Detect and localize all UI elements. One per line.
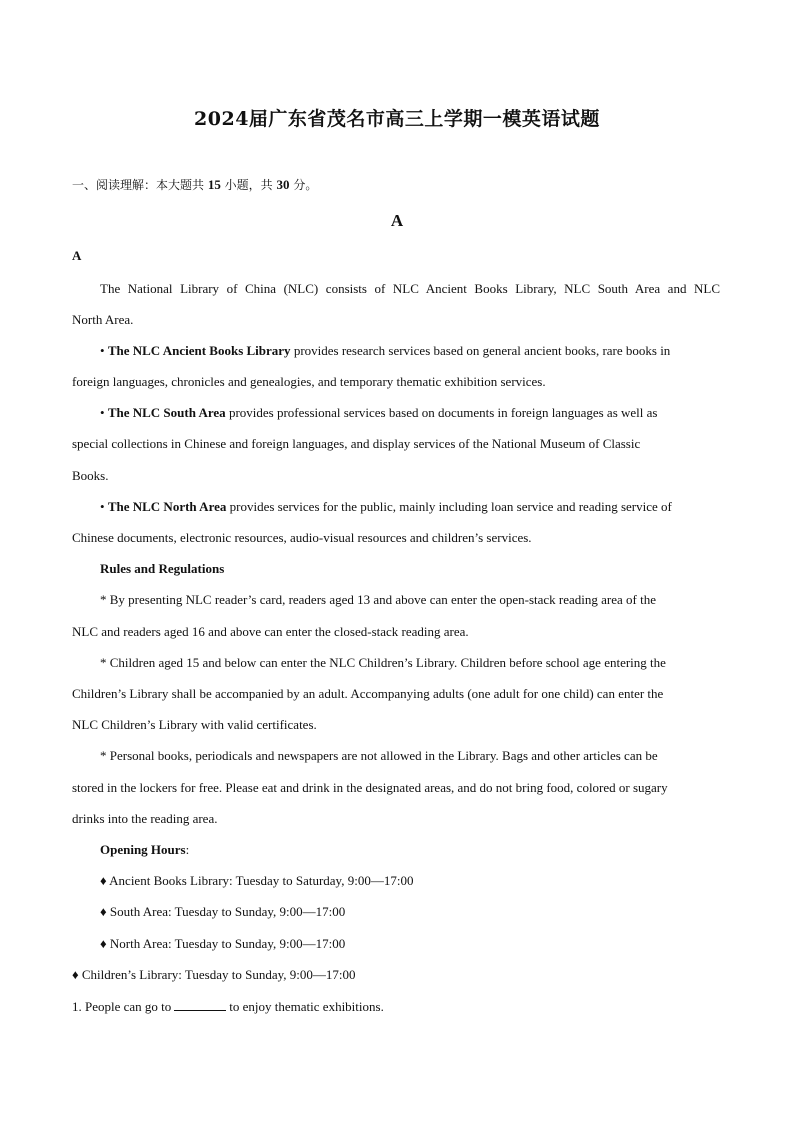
hours-heading: Opening Hours — [100, 842, 186, 857]
bullet-title: The NLC Ancient Books Library — [107, 343, 291, 358]
section-mid: 小题，共 — [224, 178, 273, 192]
question-text-after: to enjoy thematic exhibitions. — [229, 999, 384, 1014]
rule-3-line-2: stored in the lockers for free. Please eat and drink in the designated areas, and do not bring food, colored or sugary — [72, 780, 668, 795]
document-title: 2024届广东省茂名市高三上学期一模英语试题 — [194, 108, 600, 130]
bullet-south-area-line-3: Books. — [72, 468, 109, 483]
intro-line-1: The National Library of China (NLC) consists of NLC Ancient Books Library, NLC South Area and NLC — [100, 281, 720, 296]
bullet-north-area — [100, 499, 672, 515]
bullet-marker: • — [100, 499, 105, 514]
question-text-before: People can go to — [85, 999, 172, 1014]
total-score: 30 — [276, 177, 290, 192]
passage-label: A — [72, 248, 82, 263]
rule-2-line-2: Children’s Library shall be accompanied by an adult. Accompanying adults (one adult for one child) can enter the — [72, 686, 664, 701]
question-1 — [72, 998, 384, 1015]
passage-letter: A — [390, 211, 404, 230]
bullet-south-area-line-2: special collections in Chinese and foreign languages, and display services of the National Museum of Classic — [72, 436, 641, 451]
bullet-marker: • — [100, 343, 105, 358]
bullet-title: The NLC South Area — [107, 405, 226, 420]
answer-blank[interactable] — [174, 998, 226, 1011]
bullet-north-area-line-2: Chinese documents, electronic resources, audio-visual resources and children’s services. — [72, 530, 532, 545]
hours-heading-colon: : — [185, 842, 190, 857]
bullet-south-area — [100, 405, 657, 421]
rule-2-line-3: NLC Children’s Library with valid certificates. — [72, 717, 317, 732]
section-prefix: 一、阅读理解：本大题共 — [72, 178, 205, 192]
bullet-marker: • — [100, 405, 105, 420]
hours-ancient-books: ♦ Ancient Books Library: Tuesday to Saturday, 9:00—17:00 — [100, 873, 414, 888]
bullet-text: provides professional services based on documents in foreign languages as well as — [228, 405, 658, 420]
section-heading — [72, 176, 317, 193]
bullet-text: provides research services based on general ancient books, rare books in — [293, 343, 671, 358]
hours-childrens-library: ♦ Children’s Library: Tuesday to Sunday, 9:00—17:00 — [72, 967, 356, 982]
hours-north-area: ♦ North Area: Tuesday to Sunday, 9:00—17:00 — [100, 936, 346, 951]
question-count: 15 — [207, 177, 221, 192]
bullet-text: provides services for the public, mainly including loan service and reading service of — [229, 499, 672, 514]
rule-3-line-1: * Personal books, periodicals and newspapers are not allowed in the Library. Bags and other articles can be — [100, 748, 658, 763]
rules-heading: Rules and Regulations — [100, 561, 225, 576]
bullet-ancient-books — [100, 343, 670, 359]
bullet-title: The NLC North Area — [107, 499, 227, 514]
rule-2-line-1: * Children aged 15 and below can enter the NLC Children’s Library. Children before school age entering the — [100, 655, 666, 670]
rule-1-line-2: NLC and readers aged 16 and above can enter the closed-stack reading area. — [72, 624, 469, 639]
hours-heading-line — [100, 842, 189, 858]
section-suffix: 分。 — [293, 178, 318, 192]
rule-3-line-3: drinks into the reading area. — [72, 811, 218, 826]
question-number: 1. — [72, 999, 82, 1014]
intro-line-2: North Area. — [72, 312, 134, 327]
bullet-ancient-books-line-2: foreign languages, chronicles and genealogies, and temporary thematic exhibition services. — [72, 374, 546, 389]
rule-1-line-1: * By presenting NLC reader’s card, readers aged 13 and above can enter the open-stack reading area of the — [100, 592, 656, 607]
hours-south-area: ♦ South Area: Tuesday to Sunday, 9:00—17:00 — [100, 904, 346, 919]
